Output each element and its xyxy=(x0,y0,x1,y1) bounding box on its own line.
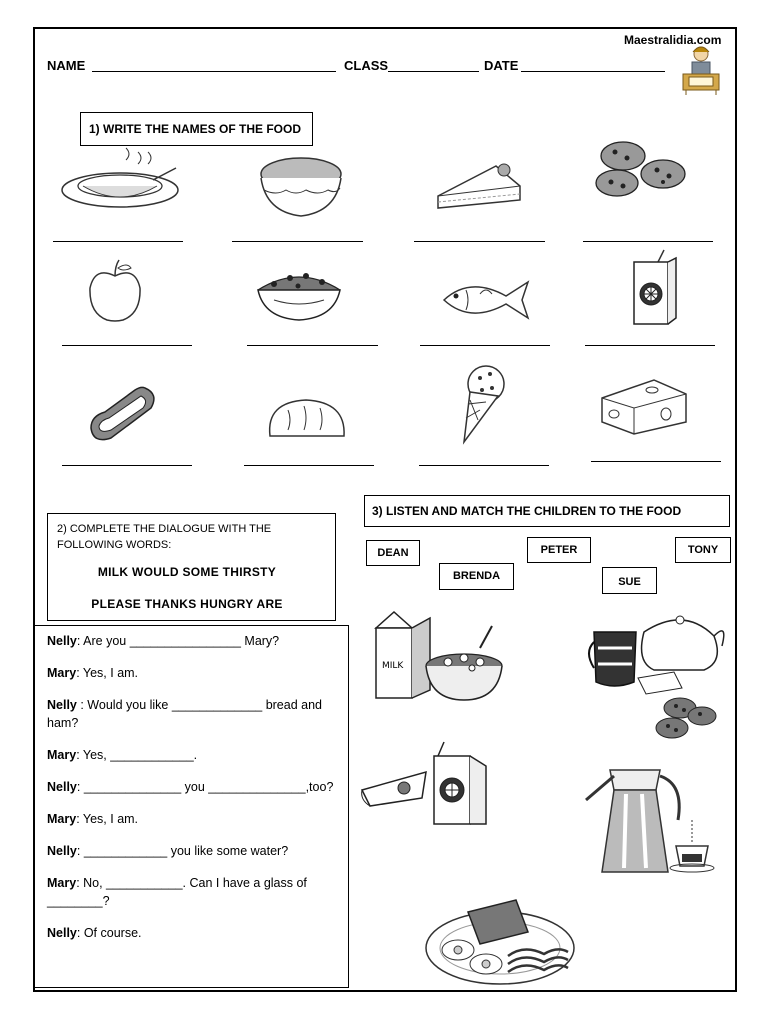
breakfast-plate-icon xyxy=(424,892,576,988)
answer-line-9[interactable] xyxy=(62,465,192,466)
answer-line-5[interactable] xyxy=(62,345,192,346)
word-bank-line2: PLEASE THANKS HUNGRY ARE xyxy=(91,597,283,611)
answer-line-2[interactable] xyxy=(232,241,363,242)
milk-and-cereal-icon xyxy=(368,608,508,702)
fish-icon xyxy=(440,276,532,322)
child-name-tony[interactable]: TONY xyxy=(675,537,731,563)
pie-and-juice-icon xyxy=(356,740,492,830)
juice-box-icon xyxy=(628,248,680,326)
soup-bowl-icon xyxy=(58,150,183,210)
dialogue-line: Nelly: ____________ you like some water? xyxy=(47,844,289,858)
teacher-icon xyxy=(680,44,722,96)
child-name-dean[interactable]: DEAN xyxy=(366,540,420,566)
dialogue-line: Nelly: Are you ________________ Mary? xyxy=(47,634,280,648)
class-label: CLASS xyxy=(344,58,389,73)
answer-line-4[interactable] xyxy=(583,241,713,242)
salad-bowl-icon xyxy=(254,260,344,322)
answer-line-11[interactable] xyxy=(419,465,549,466)
word-bank-line1: MILK WOULD SOME THIRSTY xyxy=(97,565,277,579)
answer-line-3[interactable] xyxy=(414,241,545,242)
answer-line-7[interactable] xyxy=(420,345,550,346)
dialogue-line: Nelly: ______________ you ______________,too? xyxy=(47,780,334,794)
bread-loaf-icon xyxy=(266,396,348,442)
tea-and-cookies-icon xyxy=(584,612,724,742)
answer-line-12[interactable] xyxy=(591,461,721,462)
apple-icon xyxy=(85,258,145,324)
dialogue-line: Mary: No, ___________. Can I have a glass of ________? xyxy=(47,876,307,908)
name-label: NAME xyxy=(47,58,86,73)
site-label: Maestralidia.com xyxy=(624,33,722,47)
rice-bowl-icon xyxy=(256,152,346,220)
child-name-peter[interactable]: PETER xyxy=(527,537,591,563)
dialogue-line: Nelly : Would you like _____________ bread and ham? xyxy=(47,698,322,730)
answer-line-10[interactable] xyxy=(244,465,374,466)
coffee-pot-and-cup-icon xyxy=(580,760,724,880)
child-name-sue[interactable]: SUE xyxy=(602,567,657,594)
section2-title-line2: FOLLOWING WORDS: xyxy=(57,539,172,551)
date-label: DATE xyxy=(484,58,519,73)
dialogue-box xyxy=(34,625,349,988)
ice-cream-cone-icon xyxy=(458,362,508,446)
cheese-icon xyxy=(598,376,690,436)
answer-line-8[interactable] xyxy=(585,345,715,346)
cake-slice-icon xyxy=(434,158,526,214)
class-blank[interactable] xyxy=(388,71,479,72)
cookies-icon xyxy=(597,138,689,200)
answer-line-1[interactable] xyxy=(53,241,183,242)
dialogue-line: Nelly: Of course. xyxy=(47,926,142,940)
svg-text:MILK: MILK xyxy=(382,661,404,671)
dialogue-line: Mary: Yes, I am. xyxy=(47,666,139,680)
section2-instructions xyxy=(47,513,336,621)
name-blank[interactable] xyxy=(92,71,336,72)
child-name-brenda[interactable]: BRENDA xyxy=(439,563,514,590)
section3-title: 3) LISTEN AND MATCH THE CHILDREN TO THE FOOD xyxy=(364,495,730,527)
section1-title: 1) WRITE THE NAMES OF THE FOOD xyxy=(80,112,313,146)
answer-line-6[interactable] xyxy=(247,345,378,346)
dialogue-line: Mary: Yes, ____________. xyxy=(47,748,198,762)
dialogue-line: Mary: Yes, I am. xyxy=(47,812,139,826)
section2-title-line1: 2) COMPLETE THE DIALOGUE WITH THE xyxy=(57,523,272,535)
date-blank[interactable] xyxy=(521,71,665,72)
steak-icon xyxy=(85,382,159,444)
